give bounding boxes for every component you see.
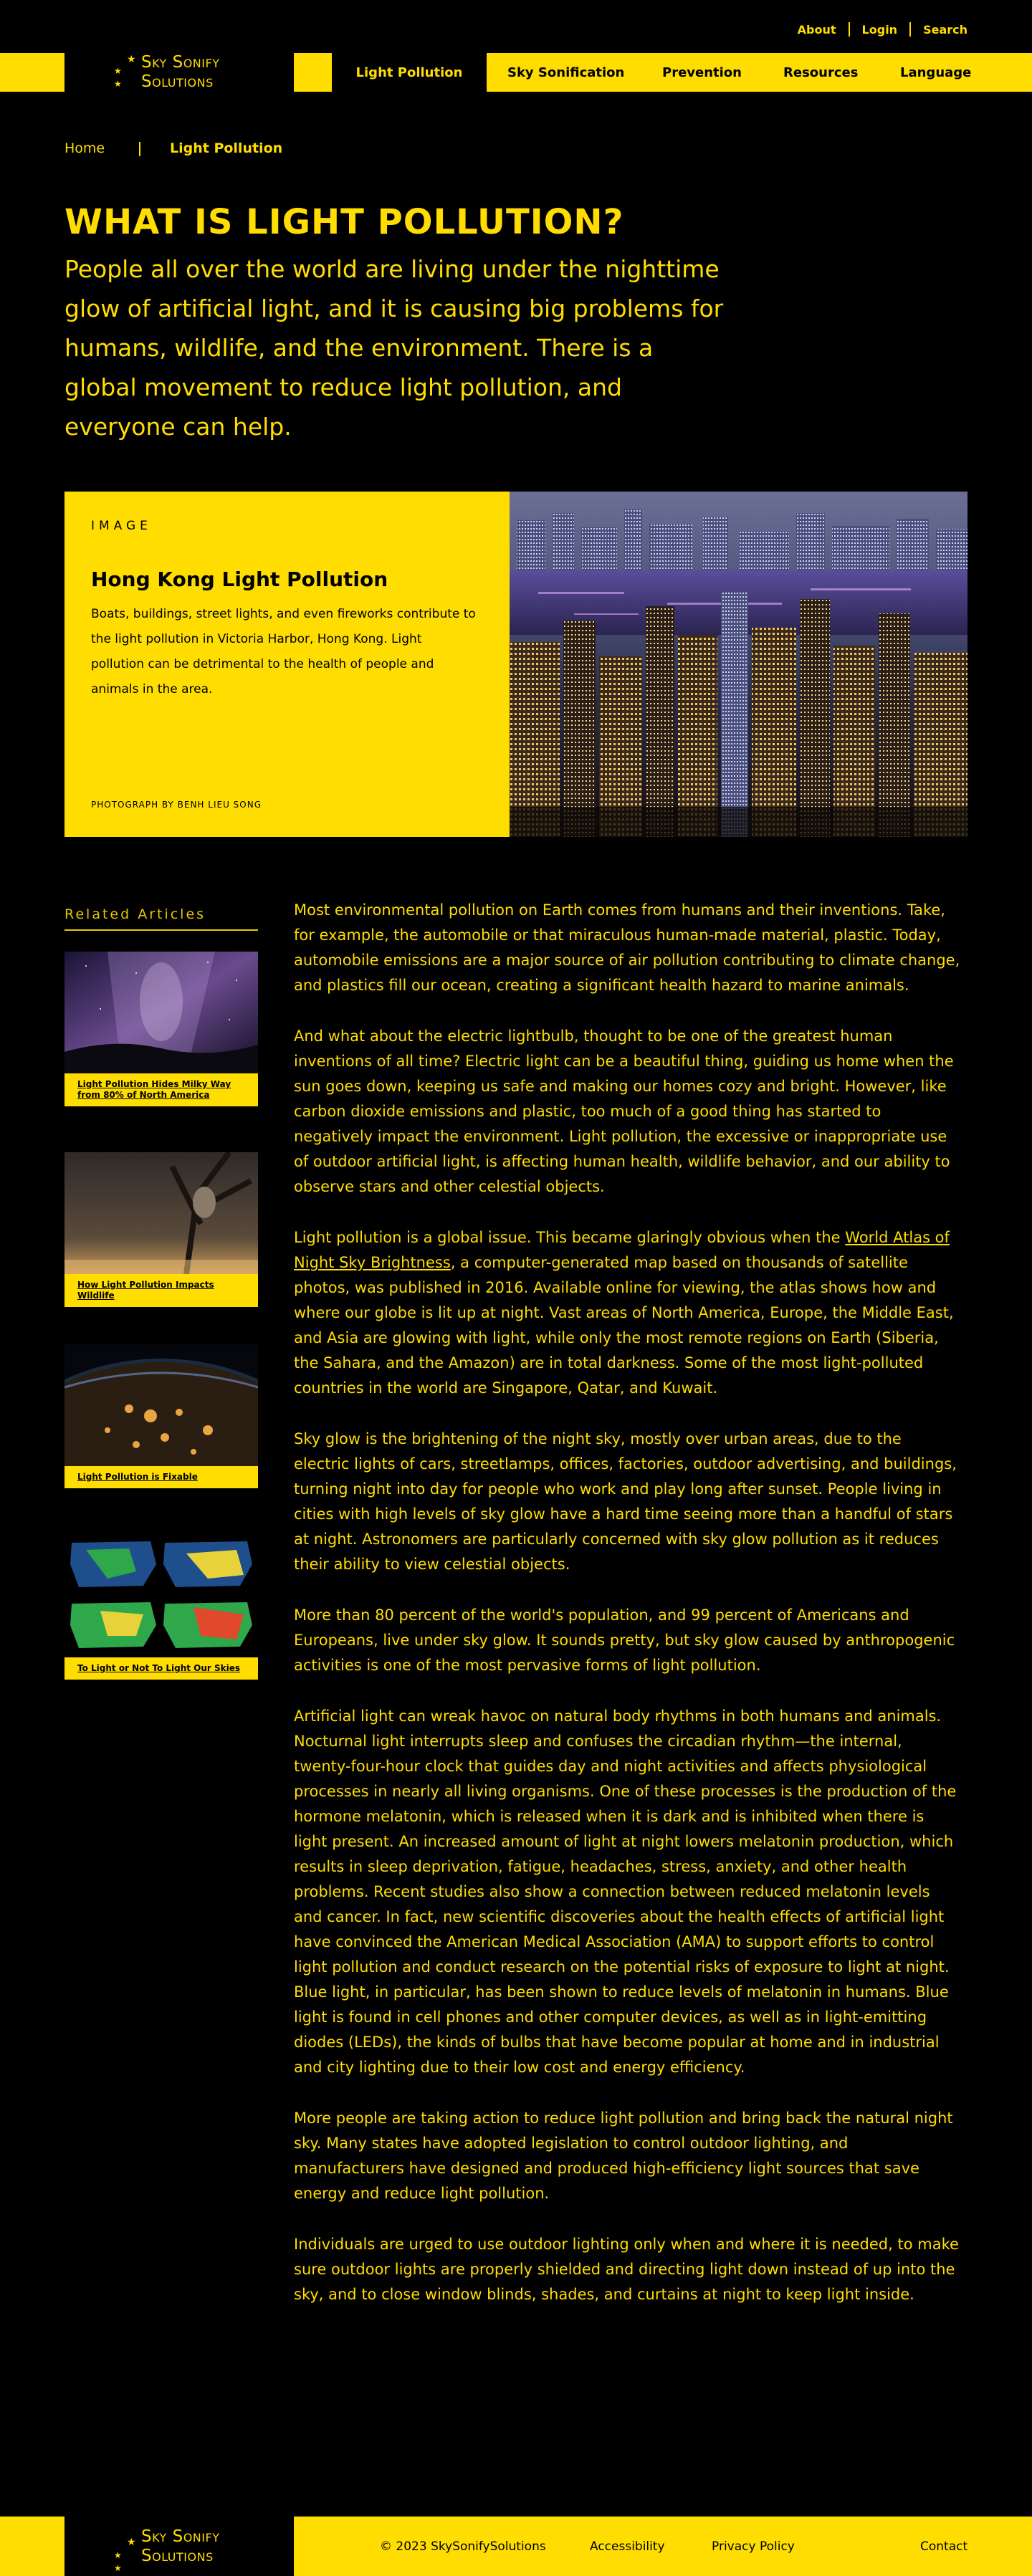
nav-item-prevention[interactable]: Prevention: [662, 65, 742, 80]
article-paragraph: More than 80 percent of the world's population, and 99 percent of Americans and Europeans, live under sky glow. It sounds pretty, but sky glow caused by anthropogenic activities is one of the most pervasive forms of light pollution.: [294, 1607, 955, 1674]
us-light-maps-image: [64, 1536, 258, 1657]
article-paragraph: And what about the electric lightbulb, thought to be one of the greatest human inventions of all time? Electric light can be a beautiful thing, guiding us home when the sun goes down, keeping us safe and making our homes cozy and bright. However, like carbon dioxide emissions and plastic, too much of a good thing has started to negatively impact the environment. Light pollution, the excessive or inappropriate use of outdoor artificial light, is affecting human health, wildlife behavior, and our ability to observe stars and other celestial objects.: [294, 1028, 954, 1195]
site-footer: [0, 2517, 1032, 2576]
feature-image-card: [64, 492, 968, 837]
nav-item-language[interactable]: Language: [900, 65, 972, 80]
footer-brand-logo[interactable]: [111, 2517, 219, 2576]
article-body: [294, 898, 960, 2333]
feature-description: Boats, buildings, street lights, and even fireworks contribute to the light pollution in Victoria Harbor, Hong Kong. Light pollution can be detrimental to the health of people and animals in the area.: [91, 607, 476, 696]
article-paragraph: More people are taking action to reduce light pollution and bring back the natural night sky. Many states have adopted legislation to control outdoor lighting, and manufacturers have designed and produced high-efficiency light sources that save energy and reduce light pollution.: [294, 2110, 953, 2202]
footer-bar: [294, 2517, 1032, 2576]
privacy-policy-link[interactable]: Privacy Policy: [712, 2539, 795, 2554]
feature-label: IMAGE: [91, 519, 152, 533]
earth-night-image: [64, 1344, 258, 1466]
milky-way-image: [64, 952, 258, 1073]
brand-logo[interactable]: [111, 53, 219, 92]
related-article-card[interactable]: [64, 1344, 258, 1488]
article-paragraph: Artificial light can wreak havoc on natural body rhythms in both humans and animals. Nocturnal light interrupts sleep and confuses the circadian rhythm—the internal, twenty-four-hour clock that guides day and night activities and affects physiological processes in nearly all living organisms. One of these processes is the production of the hormone melatonin, which is released when it is dark and is inhibited when there is light present. An increased amount of light at night lowers melatonin production, which results in sleep deprivation, fatigue, headaches, stress, anxiety, and other health problems. Recent studies also show a connection between reduced melatonin levels and cancer. In fact, new scientific discoveries about the health effects of artificial light have convinced the American Medical Association (AMA) to support efforts to control light pollution and conduct research on the potential risks of exposure to light at night. Blue light, in particular, has been shown to reduce levels of melatonin in humans. Blue light is found in cell phones and other computer devices, as well as in light-emitting diodes (LEDs), the kinds of bulbs that have become popular at home and in industrial and city lighting due to their low cost and energy efficiency.: [294, 1708, 957, 2076]
related-article-link[interactable]: Light Pollution Hides Milky Way from 80% of North America: [64, 1073, 258, 1106]
main-nav: [487, 53, 1032, 92]
footer-accent-block: [0, 2517, 64, 2576]
intro-paragraph: People all over the world are living under the nighttime glow of artificial light, and it is causing big problems for humans, wildlife, and the environment. There is a global movement to reduce light pollution, and everyone can help.: [64, 255, 724, 441]
article-paragraph: Individuals are urged to use outdoor lighting only when and where it is needed, to make sure outdoor lights are properly shielded and directing light down instead of up into the sky, and to close window blinds, shades, and curtains at night to keep light inside.: [294, 2236, 959, 2303]
brand-line-2: Solutions: [141, 72, 214, 91]
copyright-text: © 2023 SkySonifySolutions: [380, 2539, 546, 2554]
nav-item-light-pollution[interactable]: Light Pollution: [355, 64, 463, 80]
footer-brand-name: [141, 2527, 219, 2566]
article-paragraph: Sky glow is the brightening of the night sky, mostly over urban areas, due to the electric lights of cars, streetlamps, offices, factories, outdoor advertising, and buildings, turning night into day for people who work and play long after sunset. People living in cities with high levels of sky glow have a hard time seeing more than a handful of stars at night. Astronomers are particularly concerned with sky glow pollution as it reduces their ability to view celestial objects.: [294, 1430, 957, 1573]
related-article-card[interactable]: [64, 952, 258, 1106]
brand-name: [141, 53, 219, 92]
nav-item-sky-sonification[interactable]: Sky Sonification: [507, 65, 625, 80]
brand-line-2: Solutions: [141, 2546, 214, 2565]
related-articles-heading: Related Articles: [64, 906, 258, 931]
related-articles: [64, 906, 258, 1673]
site-header: [0, 53, 1032, 92]
brand-line-1: Sky Sonify: [141, 53, 220, 72]
login-link[interactable]: Login: [861, 22, 898, 37]
stars-icon: ★ ★ ★: [114, 54, 136, 89]
brand-line-1: Sky Sonify: [141, 2527, 220, 2546]
feature-title: Hong Kong Light Pollution: [91, 568, 388, 591]
page-title: WHAT IS LIGHT POLLUTION?: [64, 202, 624, 242]
owl-city-image: [64, 1152, 258, 1274]
world-atlas-link[interactable]: World Atlas of Night Sky Brightness: [294, 1229, 950, 1271]
article-paragraph: Most environmental pollution on Earth comes from humans and their inventions. Take, for example, the automobile or that miraculous human-made material, plastic. Today, automobile emissions are a major source of air pollution contributing to climate change, and plastics fill our ocean, creating a significant health hazard to marine animals.: [294, 901, 960, 994]
city-skyline-image: [510, 492, 968, 837]
stars-icon: ★ ★ ★: [114, 2536, 136, 2573]
accessibility-link[interactable]: Accessibility: [590, 2539, 665, 2554]
article-paragraph: [294, 1225, 960, 1401]
breadcrumb-current: Light Pollution: [170, 140, 283, 156]
related-article-card[interactable]: [64, 1152, 258, 1307]
related-article-link[interactable]: How Light Pollution Impacts Wildlife: [64, 1274, 258, 1307]
related-article-link[interactable]: To Light or Not To Light Our Skies: [64, 1657, 258, 1680]
nav-item-resources[interactable]: Resources: [783, 65, 859, 80]
header-accent-block: [0, 53, 64, 92]
contact-link[interactable]: Contact: [920, 2539, 968, 2554]
about-link[interactable]: About: [797, 22, 836, 37]
article-text: Light pollution is a global issue. This became glaringly obvious when the: [294, 1229, 846, 1246]
related-article-card[interactable]: [64, 1536, 258, 1680]
hong-kong-photo: [510, 492, 968, 837]
utility-links: [785, 22, 968, 37]
header-accent-block: [294, 53, 332, 92]
feature-credit: PHOTOGRAPH BY BENH LIEU SONG: [91, 800, 262, 810]
feature-caption-panel: [64, 492, 510, 837]
breadcrumb-divider: [139, 142, 140, 156]
search-link[interactable]: Search: [923, 22, 968, 37]
related-article-link[interactable]: Light Pollution is Fixable: [64, 1466, 258, 1488]
breadcrumb: [0, 92, 1032, 168]
breadcrumb-home[interactable]: Home: [64, 140, 105, 156]
utility-bar: [0, 0, 1032, 53]
article-text: , a computer-generated map based on thousands of satellite photos, was published in 2016. Available online for viewing, the atlas shows how and where our globe is lit up at night. Vast areas of North America, Europe, the Middle East, and Asia are glowing with light, while only the most remote regions on Earth (Siberia, the Sahara, and the Amazon) are in total darkness. Some of the most light-polluted countries in the world are Singapore, Qatar, and Kuwait.: [294, 1254, 954, 1397]
